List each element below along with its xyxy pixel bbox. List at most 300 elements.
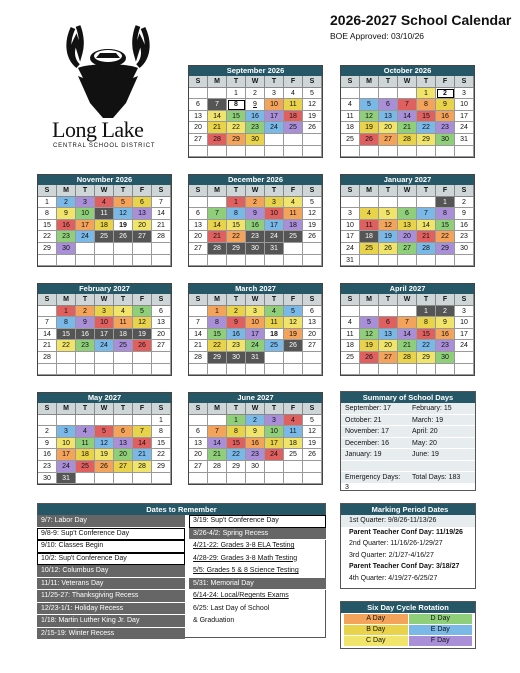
calendar-day: 7 xyxy=(208,99,227,111)
empty-cell xyxy=(246,364,265,376)
calendar-day: 28 xyxy=(208,461,227,473)
calendar-day: 2 xyxy=(246,197,265,209)
calendar-day: 1 xyxy=(417,88,436,100)
empty-cell xyxy=(38,415,57,427)
cycle-day: F Day xyxy=(409,636,473,646)
calendar-day: 6 xyxy=(114,426,133,438)
weekday-header: S xyxy=(341,294,360,306)
calendar-day: 24 xyxy=(95,340,114,352)
calendar-day: 27 xyxy=(379,134,398,146)
empty-cell xyxy=(189,364,208,376)
empty-cell xyxy=(303,364,322,376)
weekday-header: S xyxy=(303,403,322,415)
calendar-day: 27 xyxy=(398,243,417,255)
calendar-day: 27 xyxy=(303,340,322,352)
calendar-day: 25 xyxy=(360,243,379,255)
calendar-day: 23 xyxy=(436,340,455,352)
summary-cell xyxy=(408,461,475,473)
date-item: 4/28-29: Grades 3-8 Math Testing xyxy=(193,554,298,562)
calendar-day: 4 xyxy=(341,99,360,111)
calendar-day: 18 xyxy=(360,231,379,243)
empty-cell xyxy=(398,306,417,318)
calendar-day: 11 xyxy=(284,426,303,438)
calendar-day: 30 xyxy=(436,134,455,146)
calendar-day: 16 xyxy=(57,220,76,232)
empty-cell xyxy=(341,88,360,100)
empty-cell xyxy=(57,364,76,376)
calendar-day: 30 xyxy=(246,243,265,255)
weekday-header: F xyxy=(436,185,455,197)
calendar-day: 7 xyxy=(38,317,57,329)
calendar-day: 29 xyxy=(227,134,246,146)
weekday-header: S xyxy=(38,294,57,306)
calendar-day: 16 xyxy=(436,111,455,123)
six-day-cycle xyxy=(340,601,476,649)
calendar-day: 10 xyxy=(57,438,76,450)
calendar-day: 25 xyxy=(95,231,114,243)
weekday-header: T xyxy=(114,185,133,197)
calendar-day: 18 xyxy=(284,438,303,450)
empty-cell xyxy=(114,415,133,427)
marking-row: 4th Quarter: 4/19/27-6/25/27 xyxy=(349,574,438,582)
summary-cell: November: 17 xyxy=(341,426,408,438)
empty-cell xyxy=(455,352,474,364)
calendar-day: 5 xyxy=(284,306,303,318)
calendar-day: 1 xyxy=(227,197,246,209)
calendar-day: 13 xyxy=(189,220,208,232)
calendar-day: 22 xyxy=(417,122,436,134)
calendar-day: 18 xyxy=(95,220,114,232)
weekday-header: S xyxy=(189,403,208,415)
empty-cell xyxy=(284,473,303,485)
summary-cell: Emergency Days: 3 xyxy=(341,472,408,484)
calendar-day: 7 xyxy=(417,208,436,220)
empty-cell xyxy=(76,364,95,376)
empty-cell xyxy=(341,146,360,158)
calendar-day: 20 xyxy=(303,329,322,341)
calendar-day: 1 xyxy=(417,306,436,318)
calendar-day: 29 xyxy=(436,243,455,255)
calendar-day: 25 xyxy=(284,449,303,461)
calendar-day: 4 xyxy=(95,197,114,209)
weekday-header: S xyxy=(455,76,474,88)
empty-cell xyxy=(341,197,360,209)
calendar-day: 30 xyxy=(246,134,265,146)
logo-name: Long Lake xyxy=(52,117,144,142)
calendar-day: 18 xyxy=(341,340,360,352)
empty-cell xyxy=(208,473,227,485)
calendar-day: 21 xyxy=(189,340,208,352)
weekday-header: T xyxy=(265,403,284,415)
calendar-day: 18 xyxy=(265,329,284,341)
empty-cell xyxy=(38,306,57,318)
calendar-day: 31 xyxy=(341,255,360,267)
calendar-day: 15 xyxy=(227,111,246,123)
weekday-header: M xyxy=(208,294,227,306)
empty-cell xyxy=(76,243,95,255)
calendar-day: 27 xyxy=(189,243,208,255)
calendar-day: 7 xyxy=(189,317,208,329)
calendar-day: 23 xyxy=(246,231,265,243)
summary-cell: January: 19 xyxy=(341,449,408,461)
calendar-day: 9 xyxy=(227,317,246,329)
month-title: November 2026 xyxy=(38,175,171,185)
calendar-day: 8 xyxy=(38,208,57,220)
weekday-header: F xyxy=(133,185,152,197)
empty-cell xyxy=(189,146,208,158)
calendar-day: 2 xyxy=(38,426,57,438)
calendar-day: 11 xyxy=(284,99,303,111)
calendar-day: 10 xyxy=(265,99,284,111)
empty-cell xyxy=(303,243,322,255)
weekday-header: F xyxy=(133,294,152,306)
calendar-day: 6 xyxy=(189,99,208,111)
month-title: June 2027 xyxy=(189,393,322,403)
weekday-header: F xyxy=(284,185,303,197)
marking-row: Parent Teacher Conf Day: 11/19/26 xyxy=(345,527,475,539)
calendar-day: 15 xyxy=(208,329,227,341)
calendar-day: 16 xyxy=(38,449,57,461)
empty-cell xyxy=(455,364,474,376)
calendar-day: 7 xyxy=(152,197,171,209)
calendar-day: 8 xyxy=(152,426,171,438)
empty-cell xyxy=(208,364,227,376)
calendar-day: 14 xyxy=(133,438,152,450)
marking-row: 2nd Quarter: 11/16/26-1/29/27 xyxy=(349,540,443,547)
calendar-day: 23 xyxy=(246,449,265,461)
calendar-day: 29 xyxy=(152,461,171,473)
calendar-day: 9 xyxy=(76,317,95,329)
weekday-header: F xyxy=(284,76,303,88)
calendar-day: 8 xyxy=(57,317,76,329)
empty-cell xyxy=(360,88,379,100)
empty-cell xyxy=(265,352,284,364)
weekday-header: W xyxy=(246,185,265,197)
weekday-header: T xyxy=(379,294,398,306)
date-item: 4/21-22: Grades 3-8 ELA Testing xyxy=(193,542,295,549)
calendar-day: 5 xyxy=(379,208,398,220)
calendar-day: 19 xyxy=(379,231,398,243)
empty-cell xyxy=(208,146,227,158)
calendar-day: 13 xyxy=(189,438,208,450)
empty-cell xyxy=(152,473,171,485)
calendar-day: 10 xyxy=(76,208,95,220)
calendar-day: 22 xyxy=(417,340,436,352)
calendar-day: 3 xyxy=(265,415,284,427)
calendar-day: 1 xyxy=(208,306,227,318)
empty-cell xyxy=(303,473,322,485)
calendar-day: 10 xyxy=(95,317,114,329)
empty-cell xyxy=(114,473,133,485)
weekday-header: W xyxy=(95,403,114,415)
weekday-header: W xyxy=(246,76,265,88)
calendar-day: 16 xyxy=(455,220,474,232)
calendar-day: 28 xyxy=(398,352,417,364)
weekday-header: S xyxy=(341,185,360,197)
empty-cell xyxy=(133,255,152,267)
calendar-day: 15 xyxy=(38,220,57,232)
empty-cell xyxy=(284,461,303,473)
weekday-header: S xyxy=(152,294,171,306)
calendar-day: 8 xyxy=(436,208,455,220)
cycle-day: D Day xyxy=(409,614,473,624)
date-item: 2/15-19: Winter Recess xyxy=(37,628,185,641)
calendar-day: 4 xyxy=(284,88,303,100)
weekday-header: T xyxy=(417,76,436,88)
calendar-day: 6 xyxy=(189,208,208,220)
calendar-day: 26 xyxy=(379,243,398,255)
calendar-day: 25 xyxy=(114,340,133,352)
calendar-day: 8 xyxy=(417,317,436,329)
empty-cell xyxy=(436,255,455,267)
weekday-header: M xyxy=(57,185,76,197)
calendar-day: 4 xyxy=(284,197,303,209)
calendar-day: 10 xyxy=(455,317,474,329)
calendar-day: 12 xyxy=(303,99,322,111)
calendar-day: 20 xyxy=(189,449,208,461)
empty-cell xyxy=(227,255,246,267)
empty-cell xyxy=(208,255,227,267)
empty-cell xyxy=(284,243,303,255)
calendar-day: 17 xyxy=(76,220,95,232)
calendar-day: 6 xyxy=(379,99,398,111)
weekday-header: S xyxy=(152,185,171,197)
calendar-day: 22 xyxy=(227,231,246,243)
calendar-day: 31 xyxy=(57,473,76,485)
dates-title: Dates to Remember xyxy=(38,504,325,515)
summary-cell: February: 15 xyxy=(408,403,475,415)
calendar-day: 20 xyxy=(379,340,398,352)
month-calendar xyxy=(37,392,172,485)
calendar-day: 12 xyxy=(303,208,322,220)
calendar-day: 5 xyxy=(360,99,379,111)
calendar-day: 16 xyxy=(246,220,265,232)
empty-cell xyxy=(133,415,152,427)
calendar-day: 31 xyxy=(246,352,265,364)
weekday-header: T xyxy=(114,294,133,306)
empty-cell xyxy=(95,364,114,376)
month-title: April 2027 xyxy=(341,284,474,294)
weekday-header: T xyxy=(227,185,246,197)
empty-cell xyxy=(265,364,284,376)
weekday-header: M xyxy=(360,294,379,306)
month-calendar xyxy=(188,174,323,267)
calendar-day: 1 xyxy=(57,306,76,318)
empty-cell xyxy=(114,243,133,255)
calendar-day: 28 xyxy=(133,461,152,473)
calendar-day: 29 xyxy=(417,134,436,146)
calendar-day: 28 xyxy=(417,243,436,255)
empty-cell xyxy=(38,255,57,267)
weekday-header: T xyxy=(265,76,284,88)
calendar-day: 29 xyxy=(227,243,246,255)
calendar-day: 19 xyxy=(303,220,322,232)
calendar-day: 11 xyxy=(114,317,133,329)
calendar-day: 24 xyxy=(265,122,284,134)
calendar-day: 26 xyxy=(360,352,379,364)
calendar-day: 15 xyxy=(417,329,436,341)
empty-cell xyxy=(95,243,114,255)
month-calendar xyxy=(188,392,323,485)
empty-cell xyxy=(360,197,379,209)
weekday-header: T xyxy=(265,294,284,306)
calendar-day: 21 xyxy=(133,449,152,461)
weekday-header: S xyxy=(189,294,208,306)
calendar-day: 24 xyxy=(246,340,265,352)
weekday-header: M xyxy=(57,403,76,415)
calendar-day: 6 xyxy=(189,426,208,438)
calendar-day: 9 xyxy=(436,317,455,329)
calendar-day: 9 xyxy=(436,99,455,111)
calendar-day: 30 xyxy=(227,352,246,364)
empty-cell xyxy=(95,473,114,485)
calendar-day: 27 xyxy=(189,134,208,146)
calendar-day: 5 xyxy=(114,197,133,209)
month-title: December 2026 xyxy=(189,175,322,185)
summary-title: Summary of School Days xyxy=(341,392,475,403)
weekday-header: T xyxy=(76,294,95,306)
empty-cell xyxy=(189,415,208,427)
calendar-day: 12 xyxy=(360,329,379,341)
summary-cell: December: 16 xyxy=(341,438,408,450)
calendar-day: 2 xyxy=(246,88,265,100)
weekday-header: S xyxy=(38,185,57,197)
empty-cell xyxy=(265,473,284,485)
empty-cell xyxy=(246,473,265,485)
calendar-day: 16 xyxy=(246,111,265,123)
empty-cell xyxy=(76,415,95,427)
calendar-day: 7 xyxy=(398,317,417,329)
empty-cell xyxy=(379,146,398,158)
empty-cell xyxy=(436,146,455,158)
calendar-day: 23 xyxy=(57,231,76,243)
empty-cell xyxy=(265,255,284,267)
empty-cell xyxy=(284,146,303,158)
weekday-header: W xyxy=(246,294,265,306)
calendar-day: 3 xyxy=(455,88,474,100)
date-item: 10/2: Sup't Conference Day xyxy=(37,553,185,566)
calendar-day: 8 xyxy=(227,208,246,220)
calendar-day: 14 xyxy=(38,329,57,341)
calendar-day: 29 xyxy=(38,243,57,255)
month-calendar xyxy=(37,174,172,267)
empty-cell xyxy=(95,255,114,267)
empty-cell xyxy=(455,255,474,267)
calendar-day: 17 xyxy=(265,111,284,123)
weekday-header: T xyxy=(417,294,436,306)
calendar-day: 15 xyxy=(436,220,455,232)
empty-cell xyxy=(379,255,398,267)
calendar-day: 6 xyxy=(303,306,322,318)
calendar-day: 18 xyxy=(114,329,133,341)
empty-cell xyxy=(38,364,57,376)
empty-cell xyxy=(360,306,379,318)
date-item: & Graduation xyxy=(193,617,235,624)
calendar-day: 4 xyxy=(341,317,360,329)
calendar-day: 19 xyxy=(114,220,133,232)
empty-cell xyxy=(227,146,246,158)
calendar-day: 12 xyxy=(114,208,133,220)
calendar-day: 26 xyxy=(303,122,322,134)
calendar-day: 24 xyxy=(265,449,284,461)
calendar-day: 6 xyxy=(152,306,171,318)
month-calendar xyxy=(188,65,323,158)
calendar-day: 5 xyxy=(133,306,152,318)
calendar-day: 18 xyxy=(76,449,95,461)
calendar-day: 28 xyxy=(38,352,57,364)
calendar-day: 27 xyxy=(189,461,208,473)
calendar-day: 13 xyxy=(133,208,152,220)
date-item: 9/8-9: Sup't Conference Day xyxy=(37,528,185,541)
date-item: 3/26-4/2: Spring Recess xyxy=(189,528,326,541)
empty-cell xyxy=(152,352,171,364)
weekday-header: T xyxy=(227,294,246,306)
empty-cell xyxy=(360,146,379,158)
weekday-header: T xyxy=(114,403,133,415)
calendar-day: 24 xyxy=(57,461,76,473)
empty-cell xyxy=(246,255,265,267)
calendar-day: 17 xyxy=(341,231,360,243)
marking-row: 1st Quarter: 9/8/26-11/13/26 xyxy=(349,517,437,524)
calendar-day: 2 xyxy=(436,306,455,318)
date-item: 1/18: Martin Luther King Jr. Day xyxy=(37,615,185,628)
calendar-day: 7 xyxy=(208,426,227,438)
calendar-day: 24 xyxy=(76,231,95,243)
calendar-day: 14 xyxy=(189,329,208,341)
empty-cell xyxy=(417,364,436,376)
calendar-day: 29 xyxy=(208,352,227,364)
empty-cell xyxy=(379,364,398,376)
weekday-header: S xyxy=(341,76,360,88)
calendar-day: 18 xyxy=(341,122,360,134)
calendar-day: 12 xyxy=(133,317,152,329)
weekday-header: S xyxy=(303,185,322,197)
calendar-day: 13 xyxy=(152,317,171,329)
calendar-day: 12 xyxy=(284,317,303,329)
month-title: March 2027 xyxy=(189,284,322,294)
weekday-header: F xyxy=(436,294,455,306)
empty-cell xyxy=(76,473,95,485)
empty-cell xyxy=(208,88,227,100)
calendar-day: 25 xyxy=(76,461,95,473)
calendar-day: 4 xyxy=(284,415,303,427)
calendar-day: 16 xyxy=(227,329,246,341)
calendar-day: 5 xyxy=(303,197,322,209)
weekday-header: M xyxy=(57,294,76,306)
date-item: 5/31: Memorial Day xyxy=(189,578,326,591)
empty-cell xyxy=(76,255,95,267)
weekday-header: S xyxy=(455,294,474,306)
cycle-day: C Day xyxy=(344,636,408,646)
calendar-day: 16 xyxy=(76,329,95,341)
empty-cell xyxy=(398,146,417,158)
weekday-header: S xyxy=(38,403,57,415)
calendar-day: 25 xyxy=(341,134,360,146)
empty-cell xyxy=(284,134,303,146)
calendar-day: 6 xyxy=(133,197,152,209)
calendar-day: 30 xyxy=(455,243,474,255)
calendar-day: 13 xyxy=(303,317,322,329)
calendar-day: 31 xyxy=(455,134,474,146)
calendar-day: 2 xyxy=(76,306,95,318)
calendar-day: 8 xyxy=(227,99,246,111)
calendar-day: 16 xyxy=(246,438,265,450)
empty-cell xyxy=(227,473,246,485)
empty-cell xyxy=(76,352,95,364)
empty-cell xyxy=(227,364,246,376)
calendar-day: 22 xyxy=(57,340,76,352)
calendar-day: 23 xyxy=(455,231,474,243)
